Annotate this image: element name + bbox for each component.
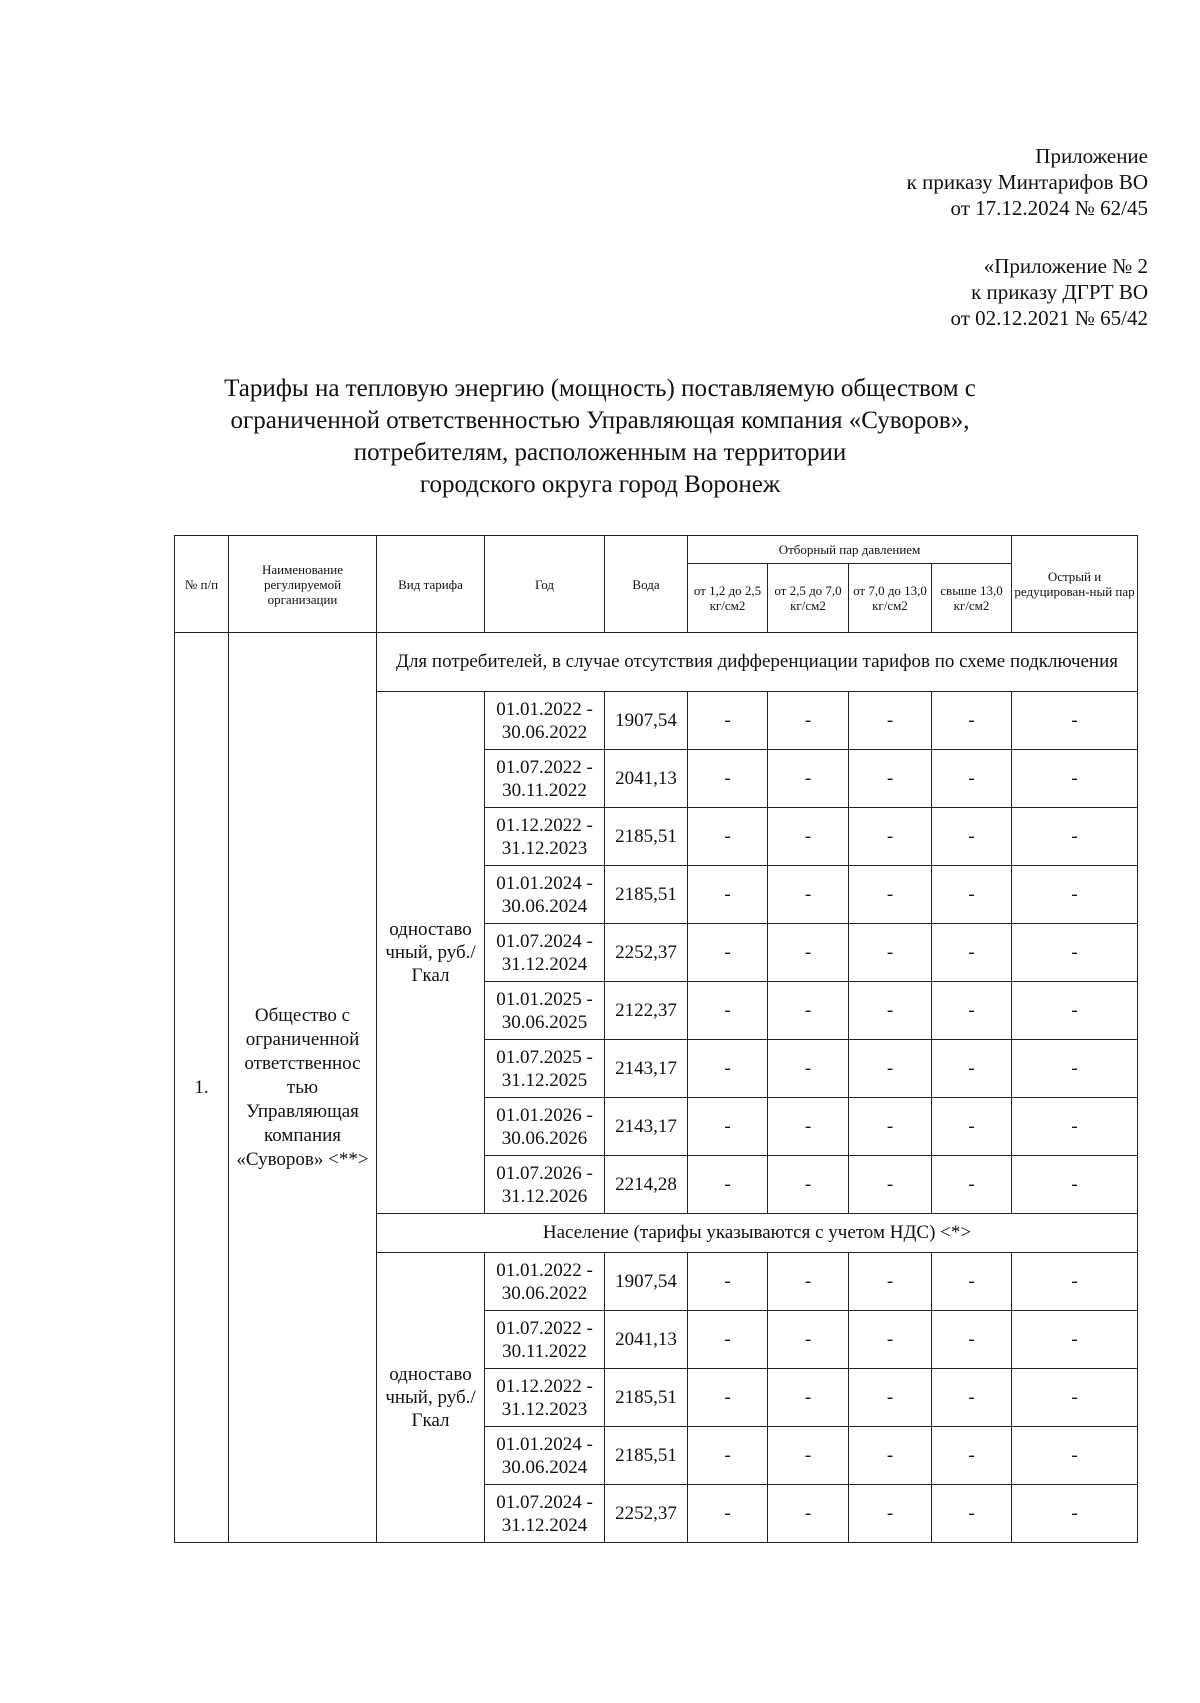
period-cell: 01.07.2024 - 31.12.2024 — [485, 924, 605, 982]
header-steam-group: Отборный пар давлением — [688, 536, 1012, 564]
steam-cell: - — [688, 866, 768, 924]
water-tariff-cell: 2143,17 — [605, 1040, 688, 1098]
period-cell: 01.07.2026 - 31.12.2026 — [485, 1156, 605, 1214]
period-cell: 01.07.2022 - 30.11.2022 — [485, 750, 605, 808]
steam-cell: - — [932, 1311, 1012, 1369]
steam-cell: - — [768, 1098, 849, 1156]
header-steam-1: от 1,2 до 2,5 кг/см2 — [688, 564, 768, 633]
sharp-steam-cell: - — [1012, 1485, 1138, 1543]
steam-cell: - — [768, 982, 849, 1040]
header-tariff-type: Вид тарифа — [377, 536, 485, 633]
period-cell: 01.12.2022 - 31.12.2023 — [485, 1369, 605, 1427]
header-sharp-steam: Острый и редуцирован-ный пар — [1012, 536, 1138, 633]
steam-cell: - — [932, 1369, 1012, 1427]
steam-cell: - — [768, 750, 849, 808]
steam-cell: - — [688, 692, 768, 750]
sharp-steam-cell: - — [1012, 1156, 1138, 1214]
steam-cell: - — [849, 750, 932, 808]
steam-cell: - — [688, 808, 768, 866]
sharp-steam-cell: - — [1012, 1369, 1138, 1427]
water-tariff-cell: 2185,51 — [605, 1427, 688, 1485]
period-cell: 01.01.2022 - 30.06.2022 — [485, 1253, 605, 1311]
title-line: потребителям, расположенным на территории — [353, 439, 847, 466]
steam-cell: - — [849, 1156, 932, 1214]
period-cell: 01.12.2022 - 31.12.2023 — [485, 808, 605, 866]
water-tariff-cell: 2041,13 — [605, 750, 688, 808]
water-tariff-cell: 2143,17 — [605, 1098, 688, 1156]
steam-cell: - — [768, 924, 849, 982]
steam-cell: - — [688, 1156, 768, 1214]
sharp-steam-cell: - — [1012, 1040, 1138, 1098]
water-tariff-cell: 2185,51 — [605, 866, 688, 924]
sharp-steam-cell: - — [1012, 1427, 1138, 1485]
sharp-steam-cell: - — [1012, 982, 1138, 1040]
appendix-line: Приложение — [1035, 144, 1148, 168]
row-number: 1. — [175, 633, 229, 1543]
organization-name: Общество с ограниченной ответственнос тью Управляющая компания «Суворов» <**> — [229, 633, 377, 1543]
tariff-type: одноставо чный, руб./Гкал — [377, 692, 485, 1214]
section-row — [175, 633, 1138, 692]
steam-cell: - — [849, 1427, 932, 1485]
header-steam-3: от 7,0 до 13,0 кг/см2 — [849, 564, 932, 633]
sharp-steam-cell: - — [1012, 692, 1138, 750]
header-steam-2: от 2,5 до 7,0 кг/см2 — [768, 564, 849, 633]
appendix-2-reference — [950, 253, 1148, 331]
title-line: ограниченной ответственностью Управляющая компания «Суворов», — [230, 407, 970, 434]
water-tariff-cell: 2214,28 — [605, 1156, 688, 1214]
table-body — [175, 633, 1138, 1543]
steam-cell: - — [932, 866, 1012, 924]
steam-cell: - — [688, 982, 768, 1040]
document-title — [0, 373, 1200, 501]
steam-cell: - — [932, 1253, 1012, 1311]
steam-cell: - — [849, 982, 932, 1040]
steam-cell: - — [688, 750, 768, 808]
appendix-2-line: «Приложение № 2 — [983, 254, 1148, 278]
steam-cell: - — [932, 692, 1012, 750]
sharp-steam-cell: - — [1012, 1098, 1138, 1156]
title-line: городского округа город Воронеж — [419, 471, 781, 498]
steam-cell: - — [768, 1156, 849, 1214]
steam-cell: - — [768, 1040, 849, 1098]
steam-cell: - — [932, 1427, 1012, 1485]
header-year: Год — [485, 536, 605, 633]
period-cell: 01.01.2022 - 30.06.2022 — [485, 692, 605, 750]
steam-cell: - — [688, 1485, 768, 1543]
appendix-reference — [907, 143, 1148, 221]
steam-cell: - — [688, 1427, 768, 1485]
period-cell: 01.01.2024 - 30.06.2024 — [485, 866, 605, 924]
steam-cell: - — [768, 1369, 849, 1427]
appendix-2-line: к приказу ДГРТ ВО — [971, 280, 1148, 304]
steam-cell: - — [932, 750, 1012, 808]
steam-cell: - — [688, 1253, 768, 1311]
steam-cell: - — [688, 924, 768, 982]
steam-cell: - — [932, 924, 1012, 982]
section-title: Население (тарифы указываются с учетом НДС) <*> — [377, 1214, 1138, 1253]
period-cell: 01.01.2026 - 30.06.2026 — [485, 1098, 605, 1156]
water-tariff-cell: 2041,13 — [605, 1311, 688, 1369]
steam-cell: - — [768, 1311, 849, 1369]
steam-cell: - — [932, 1485, 1012, 1543]
sharp-steam-cell: - — [1012, 750, 1138, 808]
steam-cell: - — [688, 1040, 768, 1098]
sharp-steam-cell: - — [1012, 1253, 1138, 1311]
steam-cell: - — [932, 1156, 1012, 1214]
period-cell: 01.07.2022 - 30.11.2022 — [485, 1311, 605, 1369]
sharp-steam-cell: - — [1012, 808, 1138, 866]
period-cell: 01.07.2025 - 31.12.2025 — [485, 1040, 605, 1098]
appendix-line: к приказу Минтарифов ВО — [906, 170, 1148, 194]
water-tariff-cell: 1907,54 — [605, 1253, 688, 1311]
tariff-type: одноставо чный, руб./Гкал — [377, 1253, 485, 1543]
steam-cell: - — [849, 1369, 932, 1427]
water-tariff-cell: 2252,37 — [605, 1485, 688, 1543]
header-org: Наименование регулируемой организации — [229, 536, 377, 633]
period-cell: 01.07.2024 - 31.12.2024 — [485, 1485, 605, 1543]
water-tariff-cell: 2185,51 — [605, 808, 688, 866]
tariffs-table — [174, 535, 1138, 1543]
title-line: Тарифы на тепловую энергию (мощность) поставляемую обществом с — [224, 375, 976, 402]
steam-cell: - — [768, 692, 849, 750]
steam-cell: - — [849, 1098, 932, 1156]
water-tariff-cell: 2122,37 — [605, 982, 688, 1040]
steam-cell: - — [932, 808, 1012, 866]
period-cell: 01.01.2024 - 30.06.2024 — [485, 1427, 605, 1485]
steam-cell: - — [768, 1253, 849, 1311]
steam-cell: - — [932, 1040, 1012, 1098]
steam-cell: - — [768, 1427, 849, 1485]
steam-cell: - — [932, 982, 1012, 1040]
steam-cell: - — [849, 866, 932, 924]
header-num: № п/п — [175, 536, 229, 633]
appendix-2-line: от 02.12.2021 № 65/42 — [950, 306, 1148, 330]
sharp-steam-cell: - — [1012, 924, 1138, 982]
steam-cell: - — [688, 1098, 768, 1156]
appendix-line: от 17.12.2024 № 62/45 — [950, 196, 1148, 220]
section-title: Для потребителей, в случае отсутствия дифференциации тарифов по схеме подключения — [377, 633, 1138, 692]
steam-cell: - — [768, 866, 849, 924]
steam-cell: - — [688, 1311, 768, 1369]
steam-cell: - — [849, 924, 932, 982]
steam-cell: - — [768, 1485, 849, 1543]
steam-cell: - — [932, 1098, 1012, 1156]
water-tariff-cell: 1907,54 — [605, 692, 688, 750]
header-water: Вода — [605, 536, 688, 633]
steam-cell: - — [849, 1040, 932, 1098]
sharp-steam-cell: - — [1012, 1311, 1138, 1369]
period-cell: 01.01.2025 - 30.06.2025 — [485, 982, 605, 1040]
header-steam-4: свыше 13,0 кг/см2 — [932, 564, 1012, 633]
steam-cell: - — [849, 808, 932, 866]
steam-cell: - — [688, 1369, 768, 1427]
steam-cell: - — [849, 1311, 932, 1369]
steam-cell: - — [849, 1253, 932, 1311]
water-tariff-cell: 2252,37 — [605, 924, 688, 982]
steam-cell: - — [849, 1485, 932, 1543]
steam-cell: - — [849, 692, 932, 750]
sharp-steam-cell: - — [1012, 866, 1138, 924]
water-tariff-cell: 2185,51 — [605, 1369, 688, 1427]
steam-cell: - — [768, 808, 849, 866]
